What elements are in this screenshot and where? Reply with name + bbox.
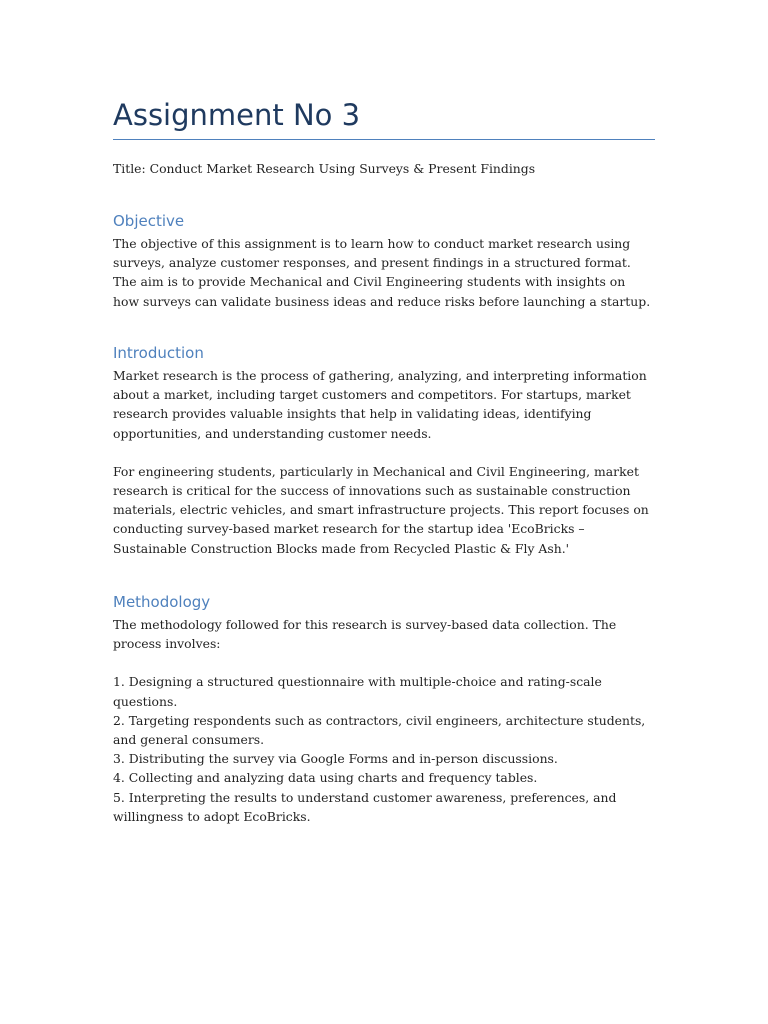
document-subtitle: Title: Conduct Market Research Using Surveys & Present Findings <box>113 161 536 176</box>
document-title: Assignment No 3 <box>113 98 361 132</box>
introduction-paragraph-1: Market research is the process of gathering, analyzing, and interpreting information about a market, including target customers and competitors. For startups, market research provides valuable insights that help in validating ideas, identifying opportunities, and understanding customer needs. <box>113 368 647 441</box>
objective-heading: Objective <box>113 212 185 230</box>
methodology-heading: Methodology <box>113 593 211 611</box>
objective-paragraph: The objective of this assignment is to learn how to conduct market research using surveys, analyze customer responses, and present findings in a structured format. The aim is to provide Mechanical and Civil Engineering students with insights on how surveys can validate business ideas and reduce risks before launching a startup. <box>113 236 651 309</box>
title-divider <box>113 139 655 140</box>
section-methodology <box>113 591 655 826</box>
methodology-intro: The methodology followed for this research is survey-based data collection. The process involves: <box>113 617 617 652</box>
methodology-step-1: 1. Designing a structured questionnaire with multiple-choice and rating-scale questions. <box>113 674 602 709</box>
section-introduction <box>113 342 655 558</box>
methodology-step-3: 3. Distributing the survey via Google Forms and in-person discussions. <box>113 751 558 767</box>
methodology-step-5: 5. Interpreting the results to understand customer awareness, preferences, and willingness to adopt EcoBricks. <box>113 789 617 824</box>
methodology-step-2: 2. Targeting respondents such as contractors, civil engineers, architecture students, and general consumers. <box>113 712 646 748</box>
introduction-paragraph-2: For engineering students, particularly in Mechanical and Civil Engineering, market research is critical for the success of innovations such as sustainable construction materials, electric vehicles, and smart infrastructure projects. This report focuses on conducting survey-based market research for the startup idea 'EcoBricks – Sustainable Construction Blocks made from Recycled Plastic & Fly Ash.' <box>113 463 649 556</box>
section-objective <box>113 210 655 311</box>
methodology-step-4: 4. Collecting and analyzing data using charts and frequency tables. <box>113 770 538 786</box>
methodology-steps-block <box>113 672 655 826</box>
introduction-heading: Introduction <box>113 344 204 362</box>
